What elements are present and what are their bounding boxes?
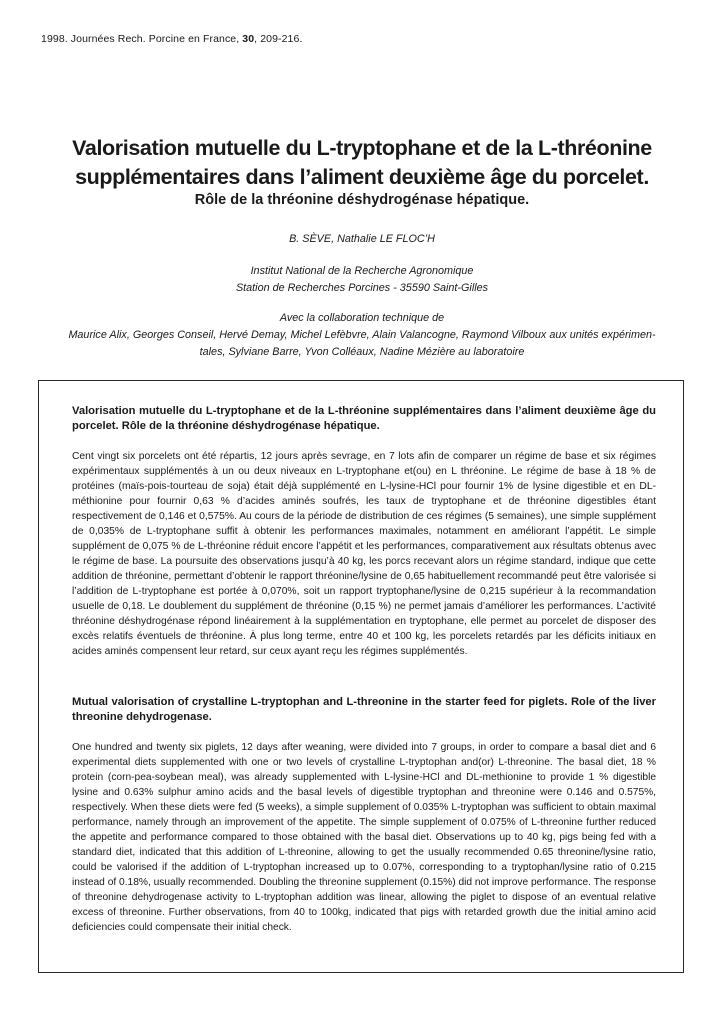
title-line-1: Valorisation mutuelle du L-tryptophane et de la L-thréonine — [72, 136, 652, 160]
abstract-box — [38, 380, 684, 973]
title-line-2: supplémentaires dans l’aliment deuxième âge du porcelet. — [75, 165, 649, 189]
citation-pages: , 209-216. — [254, 33, 303, 45]
affiliation-institute: Institut National de la Recherche Agronomique — [250, 265, 474, 277]
abstract-french-body: Cent vingt six porcelets ont été répartis, 12 jours après sevrage, en 7 lots afin de comparer un régime de base et six régimes expérimentaux supplémentés à un ou deux niveaux en L-tryptophane et(ou) en L thréonine. Le régime de base à 18 % de protéines (maïs-pois-tourteau de soja) était déjà supplémenté en L-lysine-HCl pour fournir 1% de lysine digestible et en DL-méthionine pour fournir 0,63 % d’acides aminés soufrés, les taux de tryptophane et de thréonine digestibles étant respectivement de 0,146 et 0,575%. Au cours de la période de distribution de ces régimes (5 semaines), une simple supplément de 0,035% de L-tryptophane suffit à obtenir les performances maximales, notamment en améliorant l’appétit. Le simple supplément de 0,075 % de L-thréonine réduit encore l’appétit et les performances, comparativement aux résultats obtenus avec le régime de base. La poursuite des observations jusqu’à 40 kg, les porcs recevant alors un régime standard, indique que cette addition de thréonine, permettant d’obtenir le rapport thréonine/lysine de 0,65 habituellement recommandé peut être valorisée si l’addition de L-tryptophane est portée à 0,070%, soit un rapport tryptophane/lysine de 0,215 supérieur à la recommandation usuelle de 0,18. Le doublement du supplément de thréonine (0,15 %) ne permet jamais d’améliorer les performances. L’activité thréonine déshydrogénase répond linéairement à la supplémentation en tryptophane, elle permet au porcelet de disposer des excès relatifs éventuels de thréonine. À plus long terme, entre 40 et 100 kg, les porcelets retardés par les déficits initiaux en acides aminés compensent leur retard, sur ceux ayant reçu les régimes supplémentés. — [72, 451, 656, 657]
technical-collaboration — [40, 310, 684, 361]
authors: B. SÈVE, Nathalie LE FLOC’H — [289, 233, 435, 245]
citation-volume: 30 — [242, 33, 255, 45]
collab-intro: Avec la collaboration technique de — [279, 312, 445, 324]
collab-names-line-1: Maurice Alix, Georges Conseil, Hervé Demay, Michel Lefèbvre, Alain Valancogne, Raymond Vilboux aux unités expérimen- — [68, 329, 656, 341]
abstract-french-title: Valorisation mutuelle du L-tryptophane et de la L-thréonine supplémentaires dans l’aliment deuxième âge du porcelet. Rôle de la thréonine déshydrogénase hépatique. — [72, 405, 656, 432]
affiliation — [40, 263, 684, 297]
paper-title — [40, 134, 684, 192]
affiliation-station: Station de Recherches Porcines - 35590 Saint-Gilles — [235, 282, 489, 294]
paper-subtitle: Rôle de la thréonine déshydrogénase hépatique. — [194, 192, 530, 208]
collab-names-line-2: tales, Sylviane Barre, Yvon Colléaux, Nadine Mézière au laboratoire — [199, 346, 525, 358]
abstract-french — [72, 404, 656, 659]
abstract-english-title: Mutual valorisation of crystalline L-tryptophan and L-threonine in the starter feed for piglets. Role of the liver threonine dehydrogenase. — [72, 696, 656, 723]
abstract-english — [72, 695, 656, 935]
citation-prefix: 1998. Journées Rech. Porcine en France, — [41, 33, 243, 45]
abstract-english-body: One hundred and twenty six piglets, 12 days after weaning, were divided into 7 groups, in order to compare a basal diet and 6 experimental diets supplemented with one or two levels of crystalline L-tryptophan and(or) L-threonine. The basal diet, 18 % protein (corn-pea-soybean meal), was already supplemented with L-lysine-HCl and DL-methionine to provide 1 % digestible lysine and 0.63% sulphur amino acids and the basal levels of digestible tryptophan and threonine were 0.146 and 0.575%, respectively. When these diets were fed (5 weeks), a simple supplement of 0.035% L-tryptophan was sufficient to obtain maximal performance, namely through an improvement of the appetite. The simple supplement of 0.075% of L-threonine further reduced the appetite and performance compared to those obtained with the basal diet. Observations up to 40 kg, pigs being fed with a standard diet, indicated that this addition of L-threonine, allowing to get the usually recommended 0.65 threonine/lysine ratio, could be valorised if the addition of L-tryptophan increased up to 0.07%, corresponding to a tryptophan/lysine ratio of 0.215 instead of 0.18%, usually recommended. Doubling the threonine supplement (0.15%) did not improve performance. The response of threonine dehydrogenase activity to L-tryptophan addition was linear, allowing the piglet to dispose of an eventual relative excess of threonine. Further observations, from 40 to 100kg, indicated that pigs with retarded growth due the initial amino acid deficiencies could compensate their initial check. — [72, 742, 656, 933]
journal-citation — [41, 33, 302, 45]
